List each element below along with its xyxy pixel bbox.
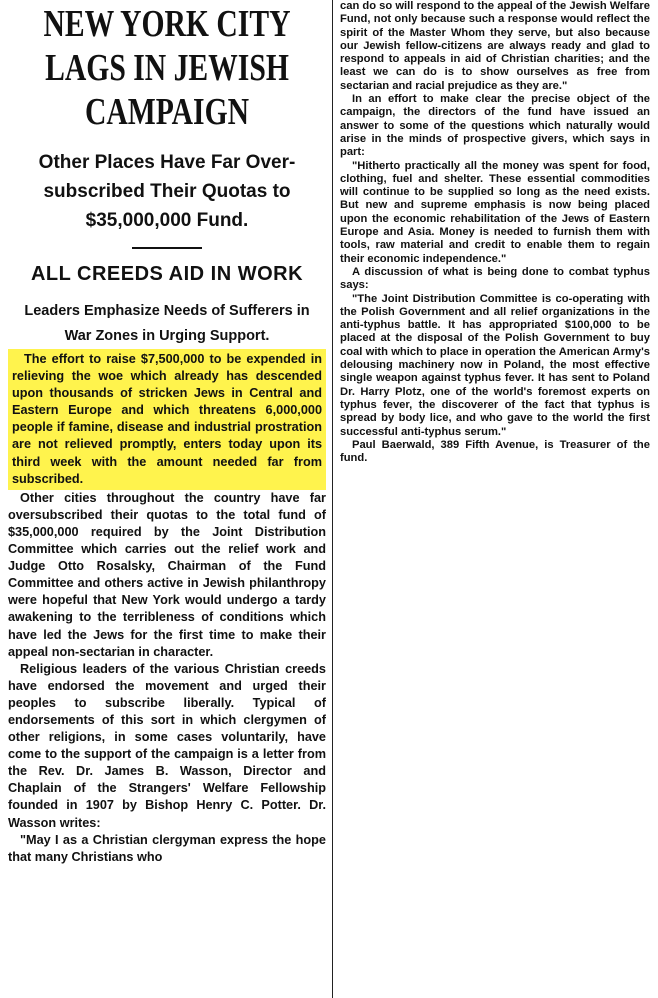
body-paragraph: Religious leaders of the various Christian creeds have endorsed the movement and urged their peoples to subscribe liberally. Typical of endorsements of this sort in which clergymen of other religions, in some cases voluntarily, have come to the support of the campaign is a letter from the Rev. Dr. James B. Wasson, Director and Chaplain of the Strangers' Welfare Fellowship founded in 1907 by Bishop Henry C. Potter. Dr. Wasson writes: — [8, 661, 326, 830]
deck: Other Places Have Far Over-subscribed Their Quotas to $35,000,000 Fund. — [38, 152, 296, 231]
headline: NEW YORK CITY LAGS IN JEWISH CAMPAIGN — [43, 3, 291, 133]
subheadline: ALL CREEDS AID IN WORK — [30, 263, 304, 285]
quote-paragraph: "The Joint Distribution Committee is co-operating with the Polish Government and all relief organizations in the anti-typhus battle. It has appropriated $100,000 to be placed at the disposal of the Polish Government to buy coal with which to place in operation the American Army's delousing machinery now in Poland, the most effective single weapon against typhus fever. It has sent to Poland Dr. Harry Plotz, one of the world's foremost experts on typhus fever, the discoverer of the fact that typhus is spread by body lice, and who gave to the world the first successful anti-typhus serum." — [340, 292, 650, 438]
body-paragraph: In an effort to make clear the precise object of the campaign, the directors of the fund have issued an answer to some of the questions which naturally would arise in the minds of prospective givers, which says in part: — [340, 93, 650, 159]
quote-paragraph: "Hitherto practically all the money was spent for food, clothing, fuel and shelter. These essential commodities will continue to be supplied so long as the need exists. But new and supreme emphasis is now being placed upon the economic rehabilitation of the Jews of Eastern Europe and Asia. Money is needed to furnish them with tools, raw material and credit to enable them to regain their economic independence." — [340, 159, 650, 265]
right-column — [336, 0, 656, 998]
body-paragraph: "May I as a Christian clergyman express the hope that many Christians who — [8, 832, 326, 864]
body-paragraph: Other cities throughout the country have far oversubscribed their quotas to the total fund of $35,000,000 required by the Joint Distribution Committee which carries out the relief work and Judge Otto Rosalsky, Chairman of the Fund Committee and others active in Jewish philanthropy were hopeful that New York would undergo a tardy awakening to the terribleness of conditions which have led the Jews for the first time to make their appeal non-sectarian in character. — [8, 490, 326, 659]
right-body — [340, 0, 650, 465]
body-paragraph: A discussion of what is being done to combat typhus says: — [340, 265, 650, 292]
body-paragraph: Paul Baerwald, 389 Fifth Avenue, is Treasurer of the fund. — [340, 438, 650, 465]
divider — [132, 247, 202, 249]
left-body — [8, 349, 326, 866]
body-paragraph: can do so will respond to the appeal of the Jewish Welfare Fund, not only because such a response would reflect the spirit of the Master Whom they serve, but also because our Jewish fellow-citizens are always ready and glad to respond to appeals in aid of Christian charities; and the least we can do is to show ourselves as free from sectarian and racial prejudice as they are." — [340, 0, 650, 92]
lead-paragraph-highlighted: The effort to raise $7,500,000 to be expended in relieving the woe which already has descended upon thousands of stricken Jews in Central and Eastern Europe and which threatens 6,000,000 people if famine, disease and industrial prostration are not relieved promptly, enters today upon its third week with the amount needed far from subscribed. — [8, 349, 326, 490]
secondary-deck: Leaders Emphasize Needs of Sufferers in War Zones in Urging Support. — [24, 303, 310, 344]
left-column — [2, 0, 333, 998]
